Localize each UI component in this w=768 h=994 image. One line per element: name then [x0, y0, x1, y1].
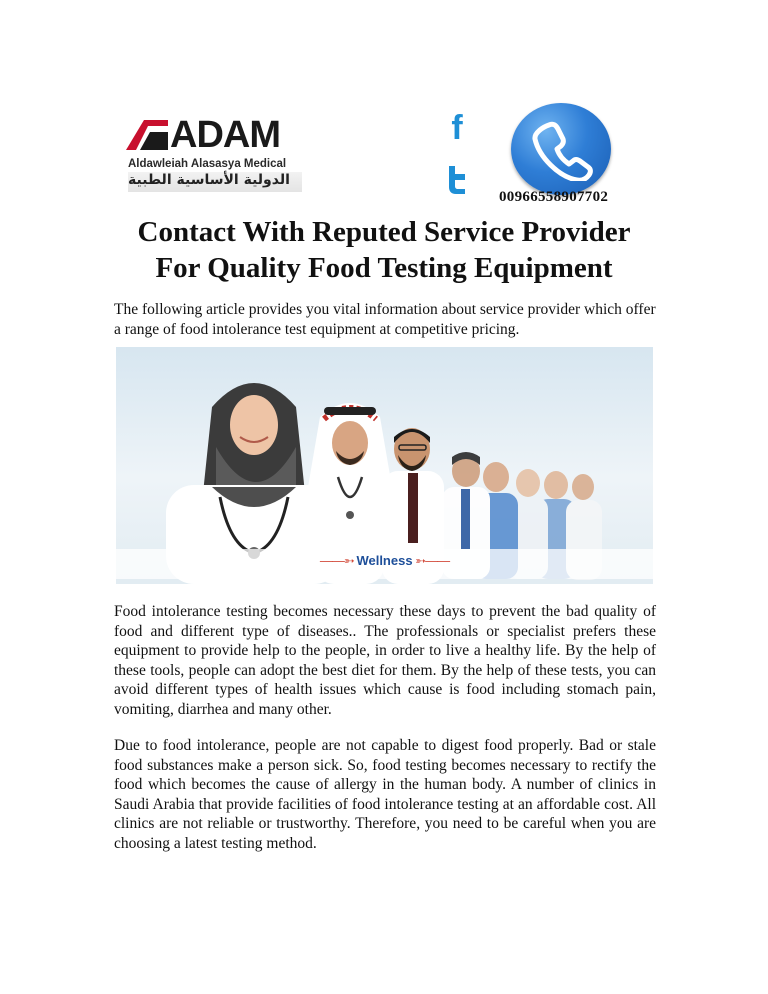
phone-number[interactable]: 00966558907702	[499, 189, 609, 205]
paragraph-2: Due to food intolerance, people are not capable to digest food properly. Bad or stale food substances make a person sick. So, food testing becomes necessary to rectify the food which becomes the cause of allergy in the human body. A number of clinics in Saudi Arabia that provide facilities of food intolerance testing at an affordable cost. All clinics are not reliable or trustworthy. Therefore, you need to be careful when you are choosing a latest testing method.	[114, 737, 656, 852]
twitter-icon[interactable]	[445, 166, 469, 194]
caption-ornament-right: ➳——	[412, 553, 450, 568]
phone-icon	[529, 117, 593, 181]
caption-ornament-left: ——➳	[319, 553, 357, 568]
company-logo	[126, 114, 304, 194]
logo-wordmark: ADAM	[170, 114, 280, 156]
title-line-1: Contact With Reputed Service Provider	[137, 216, 631, 248]
logo-subtitle: Aldawleiah Alasasya Medical	[128, 158, 287, 170]
article-title	[100, 214, 668, 286]
doctors-image	[116, 347, 653, 584]
image-caption	[116, 553, 653, 569]
logo-arabic-name: الدولية الأساسية الطبية	[128, 172, 302, 192]
title-line-2: For Quality Food Testing Equipment	[155, 252, 613, 284]
facebook-icon[interactable]: f	[451, 109, 463, 147]
article-intro: The following article provides you vital information about service provider which offer a range of food intolerance test equipment at competitive pricing.	[114, 301, 656, 338]
logo-mark-icon	[126, 120, 168, 150]
caption-text: Wellness	[356, 553, 413, 568]
paragraph-1: Food intolerance testing becomes necessary these days to prevent the bad quality of food and different type of diseases.. The professionals or specialist prefers these equipment to provide help to the people, in order to live a healthy life. By the help of these tools, people can adopt the best diet for them. By the help of these tests, you can avoid different types of health issues which cause is food including stomach pain, vomiting, diarrhea and many other.	[114, 603, 656, 718]
phone-badge[interactable]	[511, 103, 611, 195]
